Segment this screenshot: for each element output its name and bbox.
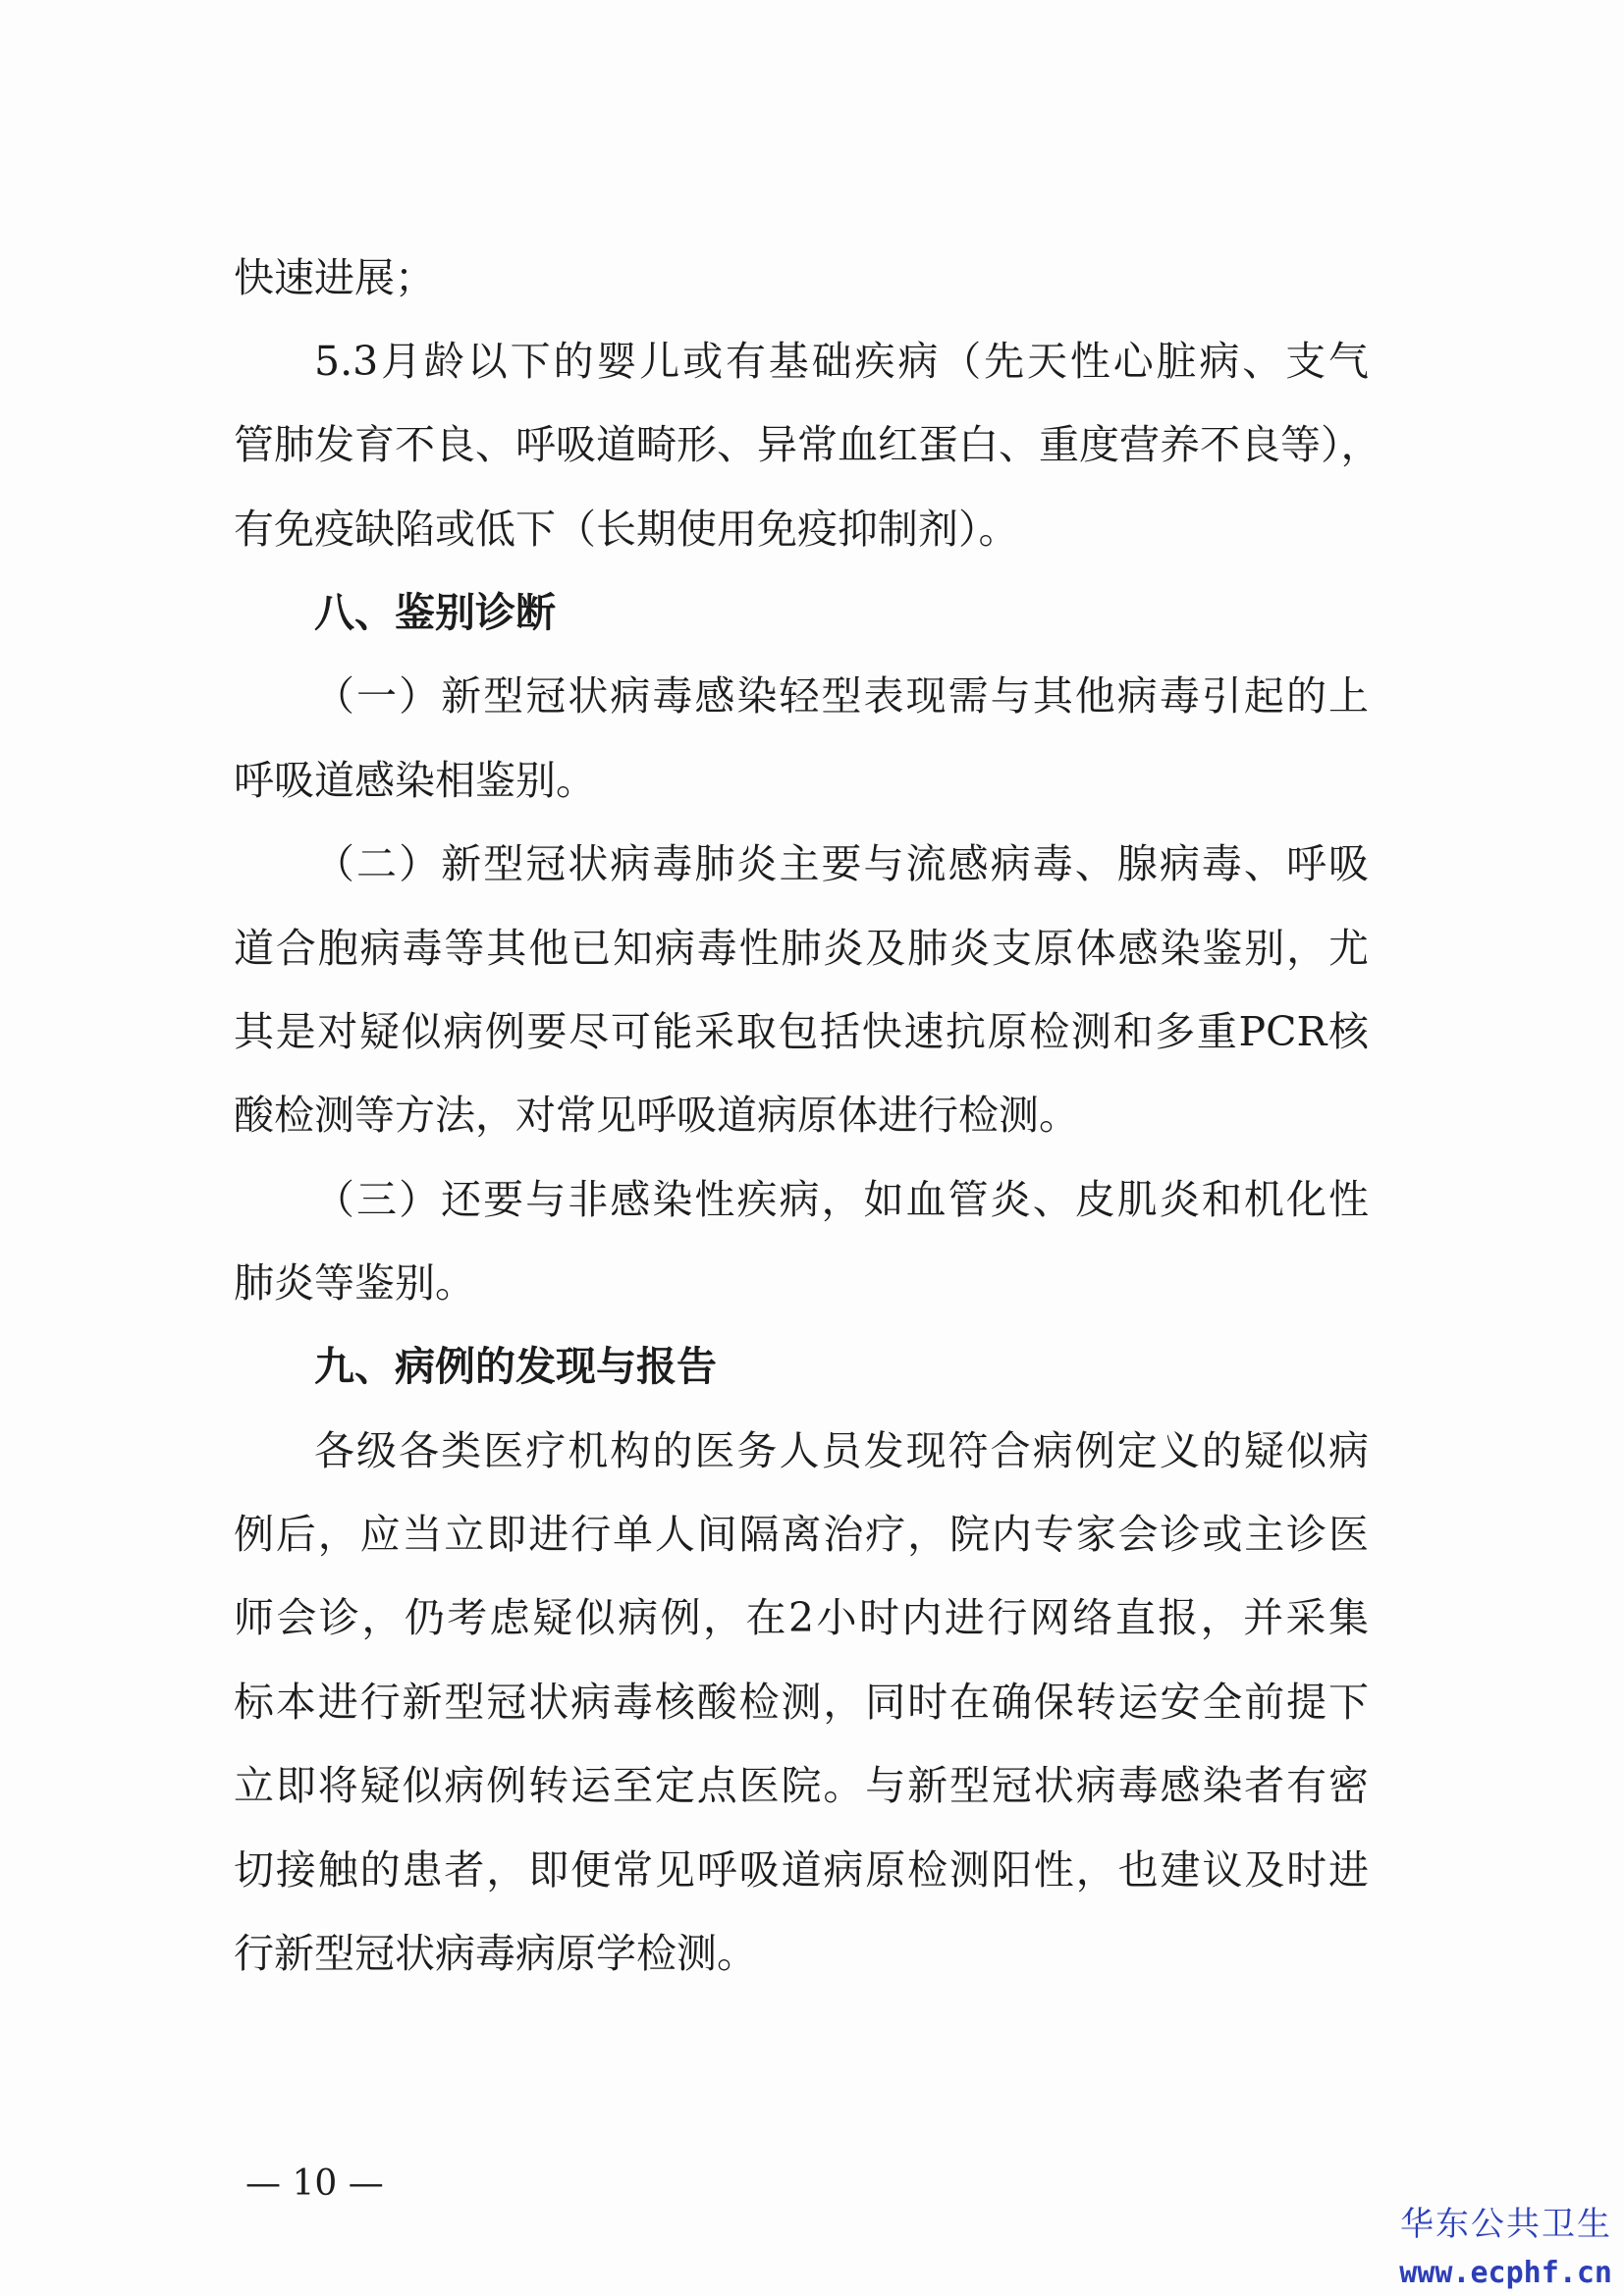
body-text-line: 有免疫缺陷或低下（长期使用免疫抑制剂）。 (234, 506, 1019, 553)
body-text-line: 立即将疑似病例转运至定点医院。与新型冠状病毒感染者有密 (234, 1762, 1369, 1809)
body-text-line: 快速进展； (234, 254, 435, 301)
body-text-line: 酸检测等方法，对常见呼吸道病原体进行检测。 (234, 1092, 1079, 1139)
body-text-line: 行新型冠状病毒病原学检测。 (234, 1930, 757, 1977)
body-text-line: 师会诊，仍考虑疑似病例，在2小时内进行网络直报，并采集 (234, 1594, 1369, 1641)
page-number: — 10 — (245, 2163, 384, 2204)
body-text-line: 例后，应当立即进行单人间隔离治疗，院内专家会诊或主诊医 (234, 1511, 1369, 1558)
body-text-line: 管肺发育不良、呼吸道畸形、异常血红蛋白、重度营养不良等）， (234, 421, 1381, 468)
body-text-line: 标本进行新型冠状病毒核酸检测，同时在确保转运安全前提下 (234, 1679, 1369, 1726)
section-heading: 九、病例的发现与报告 (314, 1343, 717, 1390)
body-text-line: （三）还要与非感染性疾病，如血管炎、皮肌炎和机化性 (314, 1176, 1369, 1223)
body-text-line: 肺炎等鉴别。 (234, 1259, 475, 1307)
body-text-line: 道合胞病毒等其他已知病毒性肺炎及肺炎支原体感染鉴别，尤 (234, 925, 1369, 972)
body-text-line: 5.3月龄以下的婴儿或有基础疾病（先天性心脏病、支气 (314, 338, 1369, 385)
body-text-line: 切接触的患者，即便常见呼吸道病原检测阳性，也建议及时进 (234, 1846, 1369, 1894)
body-text-line: （二）新型冠状病毒肺炎主要与流感病毒、腺病毒、呼吸 (314, 840, 1369, 887)
body-text-line: （一）新型冠状病毒感染轻型表现需与其他病毒引起的上 (314, 672, 1369, 720)
body-text-line: 呼吸道感染相鉴别。 (234, 757, 596, 804)
section-heading: 八、鉴别诊断 (314, 589, 556, 636)
watermark-url: www.ecphf.cn (1399, 2256, 1612, 2290)
watermark-name: 华东公共卫生 (1400, 2205, 1612, 2244)
body-text-line: 其是对疑似病例要尽可能采取包括快速抗原检测和多重PCR核 (234, 1008, 1369, 1055)
body-text-line: 各级各类医疗机构的医务人员发现符合病例定义的疑似病 (314, 1427, 1369, 1474)
